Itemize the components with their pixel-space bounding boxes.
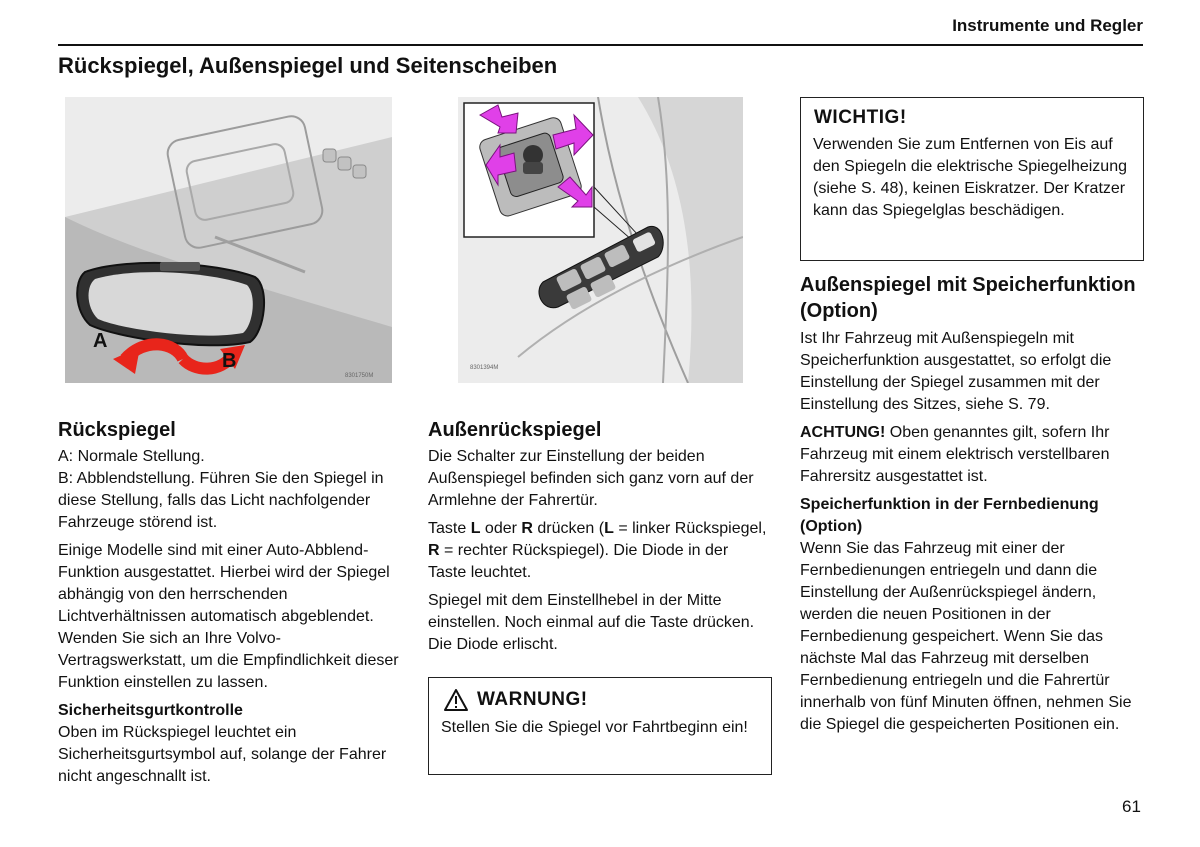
rueckspiegel-para1: B: Abblendstellung. Führen Sie den Spiegel in diese Stellung, falls das Licht nachfolgender Fahrzeuge störend ist. (58, 470, 384, 531)
aussenrueckspiegel-heading: Außenrückspiegel (428, 419, 602, 441)
page-title: Rückspiegel, Außenspiegel und Seitenscheiben (58, 53, 558, 78)
aussenrueckspiegel-para2: Taste L oder R drücken (L = linker Rückspiegel, R = rechter Rückspiegel). Die Diode in der Taste leuchtet. (428, 520, 767, 581)
warnung-text: Stellen Sie die Spiegel vor Fahrtbeginn ein! (441, 719, 748, 736)
warning-triangle-icon (443, 688, 469, 712)
warnung-title: WARNUNG! (477, 689, 588, 710)
speicher-achtung: ACHTUNG! Oben genanntes gilt, sofern Ihr Fahrzeug mit einem elektrisch verstellbaren Fahrersitz ausgestattet ist. (800, 424, 1110, 485)
aussenrueckspiegel-para1: Die Schalter zur Einstellung der beiden Außenspiegel befinden sich ganz vorn auf der Armlehne der Fahrertür. (428, 448, 754, 509)
speicher-para2: Wenn Sie das Fahrzeug mit einer der Fernbedienungen entriegeln und dann die Einstellung der Außenrückspiegel ändern, werden die neuen Positionen in der Fernbedienung gespeichert. Wenn Sie das nächste Mal das Fahrzeug mit derselben Fernbedienung entriegeln und die Fahrertür innerhalb von fünf Minuten öffnen, nehmen Sie die Spiegel die gespeicherten Positionen ein. (800, 540, 1132, 733)
figure-code: 8301750M (345, 373, 374, 379)
gurtkontrolle-subheading: Sicherheitsgurtkontrolle (58, 702, 243, 719)
warnung-notice-box (428, 677, 772, 775)
rueckspiegel-heading: Rückspiegel (58, 419, 176, 441)
key-l: L (470, 520, 481, 537)
key-l: L (604, 520, 614, 537)
key-r: R (521, 520, 533, 537)
speicher-para1: Ist Ihr Fahrzeug mit Außenspiegeln mit Speicherfunktion ausgestattet, so erfolgt die Einstellung der Spiegel zusammen mit der Einstellung des Sitzes, siehe S. 79. (800, 330, 1112, 413)
key-r: R (428, 542, 440, 559)
section-title: Instrumente und Regler (952, 16, 1143, 35)
fernbedienung-subheading: Speicherfunktion in der Fernbedienung (Option) (800, 496, 1099, 535)
rueckspiegel-line-a: A: Normale Stellung. (58, 448, 205, 465)
wichtig-text: Verwenden Sie zum Entfernen von Eis auf den Spiegeln die elektrische Spiegelheizung (siehe S. 48), keinen Eiskratzer. Der Kratzer kann das Spiegelglas beschädigen. (813, 136, 1127, 219)
page-number: 61 (1122, 797, 1141, 816)
wichtig-notice-box (800, 97, 1144, 261)
rueckspiegel-section (58, 418, 400, 794)
figure-code: 8301394M (470, 365, 499, 371)
label-a: A (93, 330, 108, 352)
speicherfunktion-section (800, 272, 1145, 742)
aussenrueckspiegel-section (428, 418, 768, 662)
page-header (58, 14, 1143, 46)
wichtig-title: WICHTIG! (814, 107, 907, 128)
rueckspiegel-para3: Oben im Rückspiegel leuchtet ein Sicherheitsgurtsymbol auf, solange der Fahrer nicht angeschnallt ist. (58, 724, 387, 785)
aussenrueckspiegel-para3: Spiegel mit dem Einstellhebel in der Mitte einstellen. Noch einmal auf die Taste drücken. Die Diode erlischt. (428, 592, 755, 653)
rearview-mirror-illustration (65, 97, 392, 383)
rueckspiegel-para2: Einige Modelle sind mit einer Auto-Abblend-Funktion ausgestattet. Hierbei wird der Spiegel abhängig von den herrschenden Lichtverhältnissen automatisch abgeblendet. Wenden Sie sich an Ihre Volvo-Vertragswerkstatt, um die Empfindlichkeit dieser Funktion einstellen zu lassen. (58, 542, 399, 691)
mirror-switch-illustration (458, 97, 743, 383)
achtung-label: ACHTUNG! (800, 424, 886, 441)
speicher-heading: Außenspiegel mit Speicherfunktion (Option) (800, 274, 1136, 322)
label-b: B (222, 350, 237, 372)
